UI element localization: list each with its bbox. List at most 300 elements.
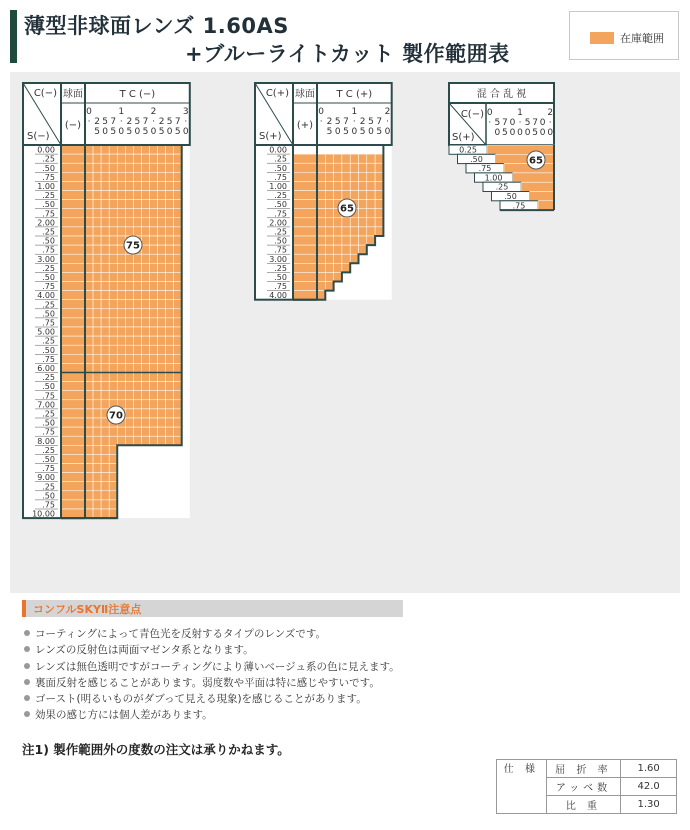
column-tick-digit: · xyxy=(184,117,188,127)
stock-cell xyxy=(325,154,333,163)
stock-cell xyxy=(342,227,350,236)
stock-cell-sphere xyxy=(61,254,85,263)
stock-cell xyxy=(174,272,182,281)
stock-cell xyxy=(359,209,367,218)
row-label: .75 xyxy=(42,318,55,328)
row-label: 2.00 xyxy=(37,218,55,228)
row-label: 9.00 xyxy=(37,473,55,483)
stock-cell xyxy=(174,245,182,254)
stock-cell xyxy=(85,282,93,291)
stock-cell xyxy=(334,181,342,190)
row-label: .25 xyxy=(274,227,287,237)
stock-cell xyxy=(85,473,93,482)
row-label: .50 xyxy=(274,163,287,173)
column-tick-digit: 0 xyxy=(334,127,341,137)
row-label: .50 xyxy=(274,200,287,210)
stock-cell xyxy=(166,209,174,218)
column-tick-digit: 5 xyxy=(343,127,349,137)
stock-cell xyxy=(174,309,182,318)
stock-cell-sphere xyxy=(61,282,85,291)
mixed-tick-digit: 7 xyxy=(502,118,508,128)
stock-cell xyxy=(125,300,133,309)
stock-cell xyxy=(325,172,333,181)
stock-cell xyxy=(109,500,117,509)
stock-cell xyxy=(334,218,342,227)
stock-cell xyxy=(109,509,117,518)
stock-cell xyxy=(325,272,333,281)
stock-cell xyxy=(334,254,342,263)
stock-cell xyxy=(166,409,174,418)
stock-cell xyxy=(149,291,157,300)
stock-cell xyxy=(85,300,93,309)
stock-cell-sphere xyxy=(293,282,317,291)
mixed-tick-digit: · xyxy=(488,118,492,128)
mixed-row-label: .25 xyxy=(495,182,509,192)
stock-cell xyxy=(117,227,125,236)
stock-cell xyxy=(93,181,101,190)
stock-cell xyxy=(166,336,174,345)
column-tick-digit: · xyxy=(386,117,389,127)
stock-cell xyxy=(375,163,383,172)
stock-cell xyxy=(101,473,109,482)
spec-value-abbe: 42.0 xyxy=(621,778,677,796)
row-label: .75 xyxy=(274,245,287,255)
stock-cell xyxy=(141,272,149,281)
stock-cell xyxy=(125,282,133,291)
stock-cell xyxy=(117,291,125,300)
column-tick-digit: 5 xyxy=(334,117,341,127)
corner-cyl-label: C(−) xyxy=(33,88,57,99)
page-title-line1: 薄型非球面レンズ 1.60AS xyxy=(24,14,289,38)
stock-cell xyxy=(133,227,141,236)
row-label: .25 xyxy=(42,227,55,237)
stock-cell xyxy=(133,363,141,372)
mixed-tick-digit: 0 xyxy=(509,128,516,138)
stock-cell xyxy=(93,154,101,163)
stock-cell xyxy=(166,427,174,436)
stock-cell xyxy=(174,254,182,263)
stock-cell xyxy=(109,473,117,482)
stock-cell xyxy=(101,500,109,509)
stock-cell xyxy=(85,373,93,382)
stock-cell xyxy=(367,181,375,190)
stock-cell xyxy=(133,181,141,190)
stock-cell xyxy=(158,363,166,372)
row-label: .75 xyxy=(274,172,287,182)
column-tick-digit: 7 xyxy=(110,117,117,127)
stock-cell xyxy=(101,163,109,172)
stock-cell xyxy=(125,181,133,190)
stock-cell xyxy=(166,282,174,291)
stock-cell xyxy=(109,236,117,245)
row-label: .50 xyxy=(42,273,55,282)
stock-cell xyxy=(158,181,166,190)
column-tick-digit: 7 xyxy=(174,117,181,127)
stock-cell xyxy=(141,300,149,309)
stock-cell xyxy=(174,154,182,163)
stock-cell xyxy=(149,318,157,327)
mixed-tick-digit: 2 xyxy=(547,108,554,118)
stock-cell-sphere xyxy=(61,418,85,427)
stock-cell-sphere xyxy=(61,409,85,418)
stock-cell xyxy=(101,327,109,336)
stock-cell xyxy=(350,181,358,190)
sphere-header: 球面 xyxy=(63,89,83,100)
stock-cell xyxy=(125,263,133,272)
stock-cell xyxy=(359,218,367,227)
stock-cell xyxy=(101,227,109,236)
stock-cell xyxy=(342,191,350,200)
stock-cell xyxy=(101,200,109,209)
stock-cell xyxy=(317,291,325,300)
stock-cell-sphere xyxy=(61,236,85,245)
corner-cyl-label: C(+) xyxy=(265,88,289,99)
stock-cell xyxy=(149,354,157,363)
stock-cell xyxy=(85,464,93,473)
stock-cell xyxy=(109,227,117,236)
notes-list xyxy=(24,626,400,724)
stock-cell xyxy=(93,482,101,491)
spec-name-gravity: 比 重 xyxy=(546,796,621,814)
stock-cell xyxy=(375,218,383,227)
stock-cell xyxy=(141,418,149,427)
stock-cell xyxy=(174,172,182,181)
stock-cell xyxy=(375,172,383,181)
stock-cell xyxy=(93,391,101,400)
stock-cell xyxy=(93,209,101,218)
stock-cell xyxy=(158,209,166,218)
stock-cell xyxy=(101,336,109,345)
row-label: .25 xyxy=(42,336,55,346)
stock-cell xyxy=(367,218,375,227)
mixed-tick-digit: · xyxy=(548,118,552,128)
stock-cell xyxy=(133,254,141,263)
stock-cell-sphere xyxy=(293,236,317,245)
stock-cell xyxy=(158,282,166,291)
stock-cell xyxy=(141,363,149,372)
stock-cell xyxy=(141,309,149,318)
stock-cell xyxy=(125,272,133,281)
stock-cell-sphere xyxy=(61,154,85,163)
stock-cell xyxy=(109,154,117,163)
stock-cell xyxy=(109,318,117,327)
stock-cell xyxy=(158,172,166,181)
sphere-sign: (+) xyxy=(296,120,314,131)
row-label: .50 xyxy=(42,236,55,246)
stock-cell xyxy=(166,363,174,372)
stock-cell xyxy=(109,482,117,491)
stock-cell xyxy=(174,181,182,190)
stock-cell xyxy=(174,418,182,427)
stock-cell xyxy=(93,309,101,318)
column-tick-digit: 5 xyxy=(142,127,149,137)
stock-cell xyxy=(117,391,125,400)
stock-cell xyxy=(93,227,101,236)
stock-cell xyxy=(342,218,350,227)
row-label: 2.00 xyxy=(269,218,287,228)
stock-cell xyxy=(93,200,101,209)
stock-cell xyxy=(109,491,117,500)
stock-cell xyxy=(166,436,174,445)
stock-cell xyxy=(125,172,133,181)
stock-cell xyxy=(101,282,109,291)
stock-cell xyxy=(133,200,141,209)
stock-cell xyxy=(125,427,133,436)
stock-cell xyxy=(350,227,358,236)
stock-cell xyxy=(149,391,157,400)
stock-cell xyxy=(334,163,342,172)
stock-cell xyxy=(149,336,157,345)
notes-title: コンフルSKYⅡ注意点 xyxy=(33,603,142,616)
stock-cell xyxy=(325,245,333,254)
row-label: 0.00 xyxy=(269,145,287,155)
stock-cell xyxy=(317,272,325,281)
stock-cell xyxy=(166,200,174,209)
stock-cell xyxy=(93,500,101,509)
stock-cell xyxy=(317,191,325,200)
row-label: .50 xyxy=(42,455,55,464)
stock-cell xyxy=(166,254,174,263)
stock-cell-sphere xyxy=(61,454,85,463)
stock-cell xyxy=(109,172,117,181)
stock-cell xyxy=(133,272,141,281)
row-label: .25 xyxy=(42,300,55,310)
column-tick-digit: 5 xyxy=(359,127,366,137)
stock-cell-sphere xyxy=(61,181,85,190)
sphere-header: 球面 xyxy=(295,89,315,100)
stock-cell xyxy=(101,509,109,518)
stock-cell xyxy=(125,200,133,209)
stock-cell xyxy=(367,154,375,163)
row-label: .50 xyxy=(42,200,55,210)
stock-cell xyxy=(149,245,157,254)
stock-cell xyxy=(166,300,174,309)
stock-cell-sphere xyxy=(61,509,85,518)
stock-cell xyxy=(166,354,174,363)
stock-cell xyxy=(158,382,166,391)
stock-cell xyxy=(166,236,174,245)
stock-cell xyxy=(85,436,93,445)
mixed-tick-digit: 0 xyxy=(524,128,531,138)
stock-cell xyxy=(158,300,166,309)
mixed-tick-digit: 0 xyxy=(509,118,516,128)
stock-cell xyxy=(174,263,182,272)
stock-cell-sphere xyxy=(293,218,317,227)
stock-cell xyxy=(93,172,101,181)
stock-cell xyxy=(158,345,166,354)
stock-cell xyxy=(325,209,333,218)
column-tick-digit: 0 xyxy=(134,127,141,137)
stock-cell xyxy=(149,363,157,372)
column-tick-digit: 7 xyxy=(343,117,349,127)
stock-cell xyxy=(375,200,383,209)
stock-cell xyxy=(367,227,375,236)
stock-cell xyxy=(101,145,109,154)
stock-cell xyxy=(93,163,101,172)
column-tick-digit: 2 xyxy=(94,117,100,127)
stock-cell xyxy=(317,209,325,218)
column-tick-digit: 0 xyxy=(102,127,109,137)
tc-header: T C (−) xyxy=(119,89,156,100)
stock-cell xyxy=(85,318,93,327)
stock-cell xyxy=(342,181,350,190)
stock-cell xyxy=(117,300,125,309)
stock-cell xyxy=(174,354,182,363)
mixed-tick-digit: 1 xyxy=(517,108,523,118)
stock-cell xyxy=(325,191,333,200)
stock-cell xyxy=(166,154,174,163)
zone-badge-75-label: 75 xyxy=(126,240,140,252)
stock-cell xyxy=(125,382,133,391)
stock-cell xyxy=(141,391,149,400)
stock-cell xyxy=(375,209,383,218)
stock-cell xyxy=(149,191,157,200)
mixed-tick-digit: · xyxy=(518,118,522,128)
column-tick-digit: 2 xyxy=(384,107,391,117)
stock-cell xyxy=(367,191,375,200)
stock-cell xyxy=(350,172,358,181)
stock-cell xyxy=(166,400,174,409)
stock-cell-sphere xyxy=(61,491,85,500)
stock-cell xyxy=(117,436,125,445)
stock-cell xyxy=(109,245,117,254)
stock-cell xyxy=(149,200,157,209)
stock-cell xyxy=(109,263,117,272)
stock-cell xyxy=(141,291,149,300)
stock-cell xyxy=(342,254,350,263)
stock-cell-sphere xyxy=(293,263,317,272)
column-tick-digit: 5 xyxy=(102,117,109,127)
stock-cell xyxy=(141,172,149,181)
spec-value-refractive-index: 1.60 xyxy=(621,760,677,778)
column-tick-digit: 5 xyxy=(326,127,333,137)
zone-badge-70-label: 70 xyxy=(109,410,123,422)
column-tick-digit: 0 xyxy=(384,127,391,137)
column-tick-digit: 7 xyxy=(142,117,149,127)
stock-cell xyxy=(359,236,367,245)
stock-cell xyxy=(109,382,117,391)
stock-cell-sphere xyxy=(61,191,85,200)
stock-cell xyxy=(85,354,93,363)
stock-cell xyxy=(133,291,141,300)
row-label: .75 xyxy=(274,282,287,292)
stock-cell xyxy=(133,336,141,345)
stock-cell xyxy=(109,191,117,200)
stock-cell xyxy=(141,154,149,163)
stock-cell xyxy=(133,418,141,427)
stock-cell xyxy=(367,209,375,218)
stock-cell xyxy=(158,163,166,172)
stock-cell xyxy=(166,309,174,318)
zone-badge-mixed-65-label: 65 xyxy=(529,155,543,167)
stock-cell xyxy=(141,263,149,272)
mixed-stock-cell xyxy=(521,182,554,191)
stock-cell xyxy=(174,291,182,300)
spec-label: 仕 様 xyxy=(497,760,547,814)
stock-cell xyxy=(375,154,383,163)
stock-cell xyxy=(133,145,141,154)
stock-cell xyxy=(93,291,101,300)
stock-cell xyxy=(133,327,141,336)
column-tick-digit: 5 xyxy=(94,127,100,137)
column-tick-digit: 5 xyxy=(376,127,383,137)
stock-cell xyxy=(93,454,101,463)
stock-cell xyxy=(109,209,117,218)
stock-cell xyxy=(101,427,109,436)
stock-cell xyxy=(133,300,141,309)
stock-cell xyxy=(334,172,342,181)
stock-cell xyxy=(149,272,157,281)
stock-cell xyxy=(109,363,117,372)
stock-cell xyxy=(350,218,358,227)
stock-cell xyxy=(149,163,157,172)
stock-cell xyxy=(125,254,133,263)
stock-cell xyxy=(367,200,375,209)
note-item: 効果の感じ方には個人差があります。 xyxy=(24,707,400,723)
stock-cell xyxy=(158,391,166,400)
stock-cell xyxy=(174,218,182,227)
stock-cell xyxy=(158,373,166,382)
stock-cell xyxy=(93,473,101,482)
stock-cell xyxy=(117,145,125,154)
stock-cell xyxy=(359,227,367,236)
stock-cell xyxy=(158,354,166,363)
stock-cell xyxy=(342,154,350,163)
row-label: .50 xyxy=(42,418,55,428)
stock-cell-sphere xyxy=(293,209,317,218)
stock-cell xyxy=(101,272,109,281)
stock-cell-sphere xyxy=(61,145,85,154)
stock-cell xyxy=(85,382,93,391)
stock-cell-sphere xyxy=(61,382,85,391)
stock-cell xyxy=(342,172,350,181)
stock-cell xyxy=(85,309,93,318)
stock-cell xyxy=(133,209,141,218)
stock-cell xyxy=(350,163,358,172)
stock-cell-sphere xyxy=(61,336,85,345)
stock-cell xyxy=(93,336,101,345)
stock-cell xyxy=(125,418,133,427)
column-tick-digit: 3 xyxy=(182,107,189,117)
stock-cell xyxy=(117,200,125,209)
stock-cell xyxy=(317,200,325,209)
stock-cell-sphere xyxy=(293,172,317,181)
row-label: 4.00 xyxy=(37,291,55,301)
column-tick-digit: 5 xyxy=(134,117,141,127)
row-label: .50 xyxy=(42,345,55,355)
stock-cell xyxy=(334,263,342,272)
stock-cell xyxy=(166,291,174,300)
stock-cell xyxy=(85,163,93,172)
stock-cell xyxy=(109,436,117,445)
row-label: .25 xyxy=(42,263,55,273)
stock-cell xyxy=(117,172,125,181)
stock-cell xyxy=(350,254,358,263)
stock-cell xyxy=(149,436,157,445)
note-item: レンズは無色透明ですがコーティングにより薄いベージュ系の色に見えます。 xyxy=(24,659,400,675)
stock-cell xyxy=(85,245,93,254)
stock-cell xyxy=(133,382,141,391)
stock-cell xyxy=(325,163,333,172)
stock-cell xyxy=(149,209,157,218)
column-tick-digit: 5 xyxy=(368,117,374,127)
row-label: .25 xyxy=(42,373,55,383)
stock-cell xyxy=(101,464,109,473)
stock-cell xyxy=(334,236,342,245)
stock-cell xyxy=(93,245,101,254)
column-tick-digit: 0 xyxy=(182,127,189,137)
stock-cell xyxy=(109,336,117,345)
